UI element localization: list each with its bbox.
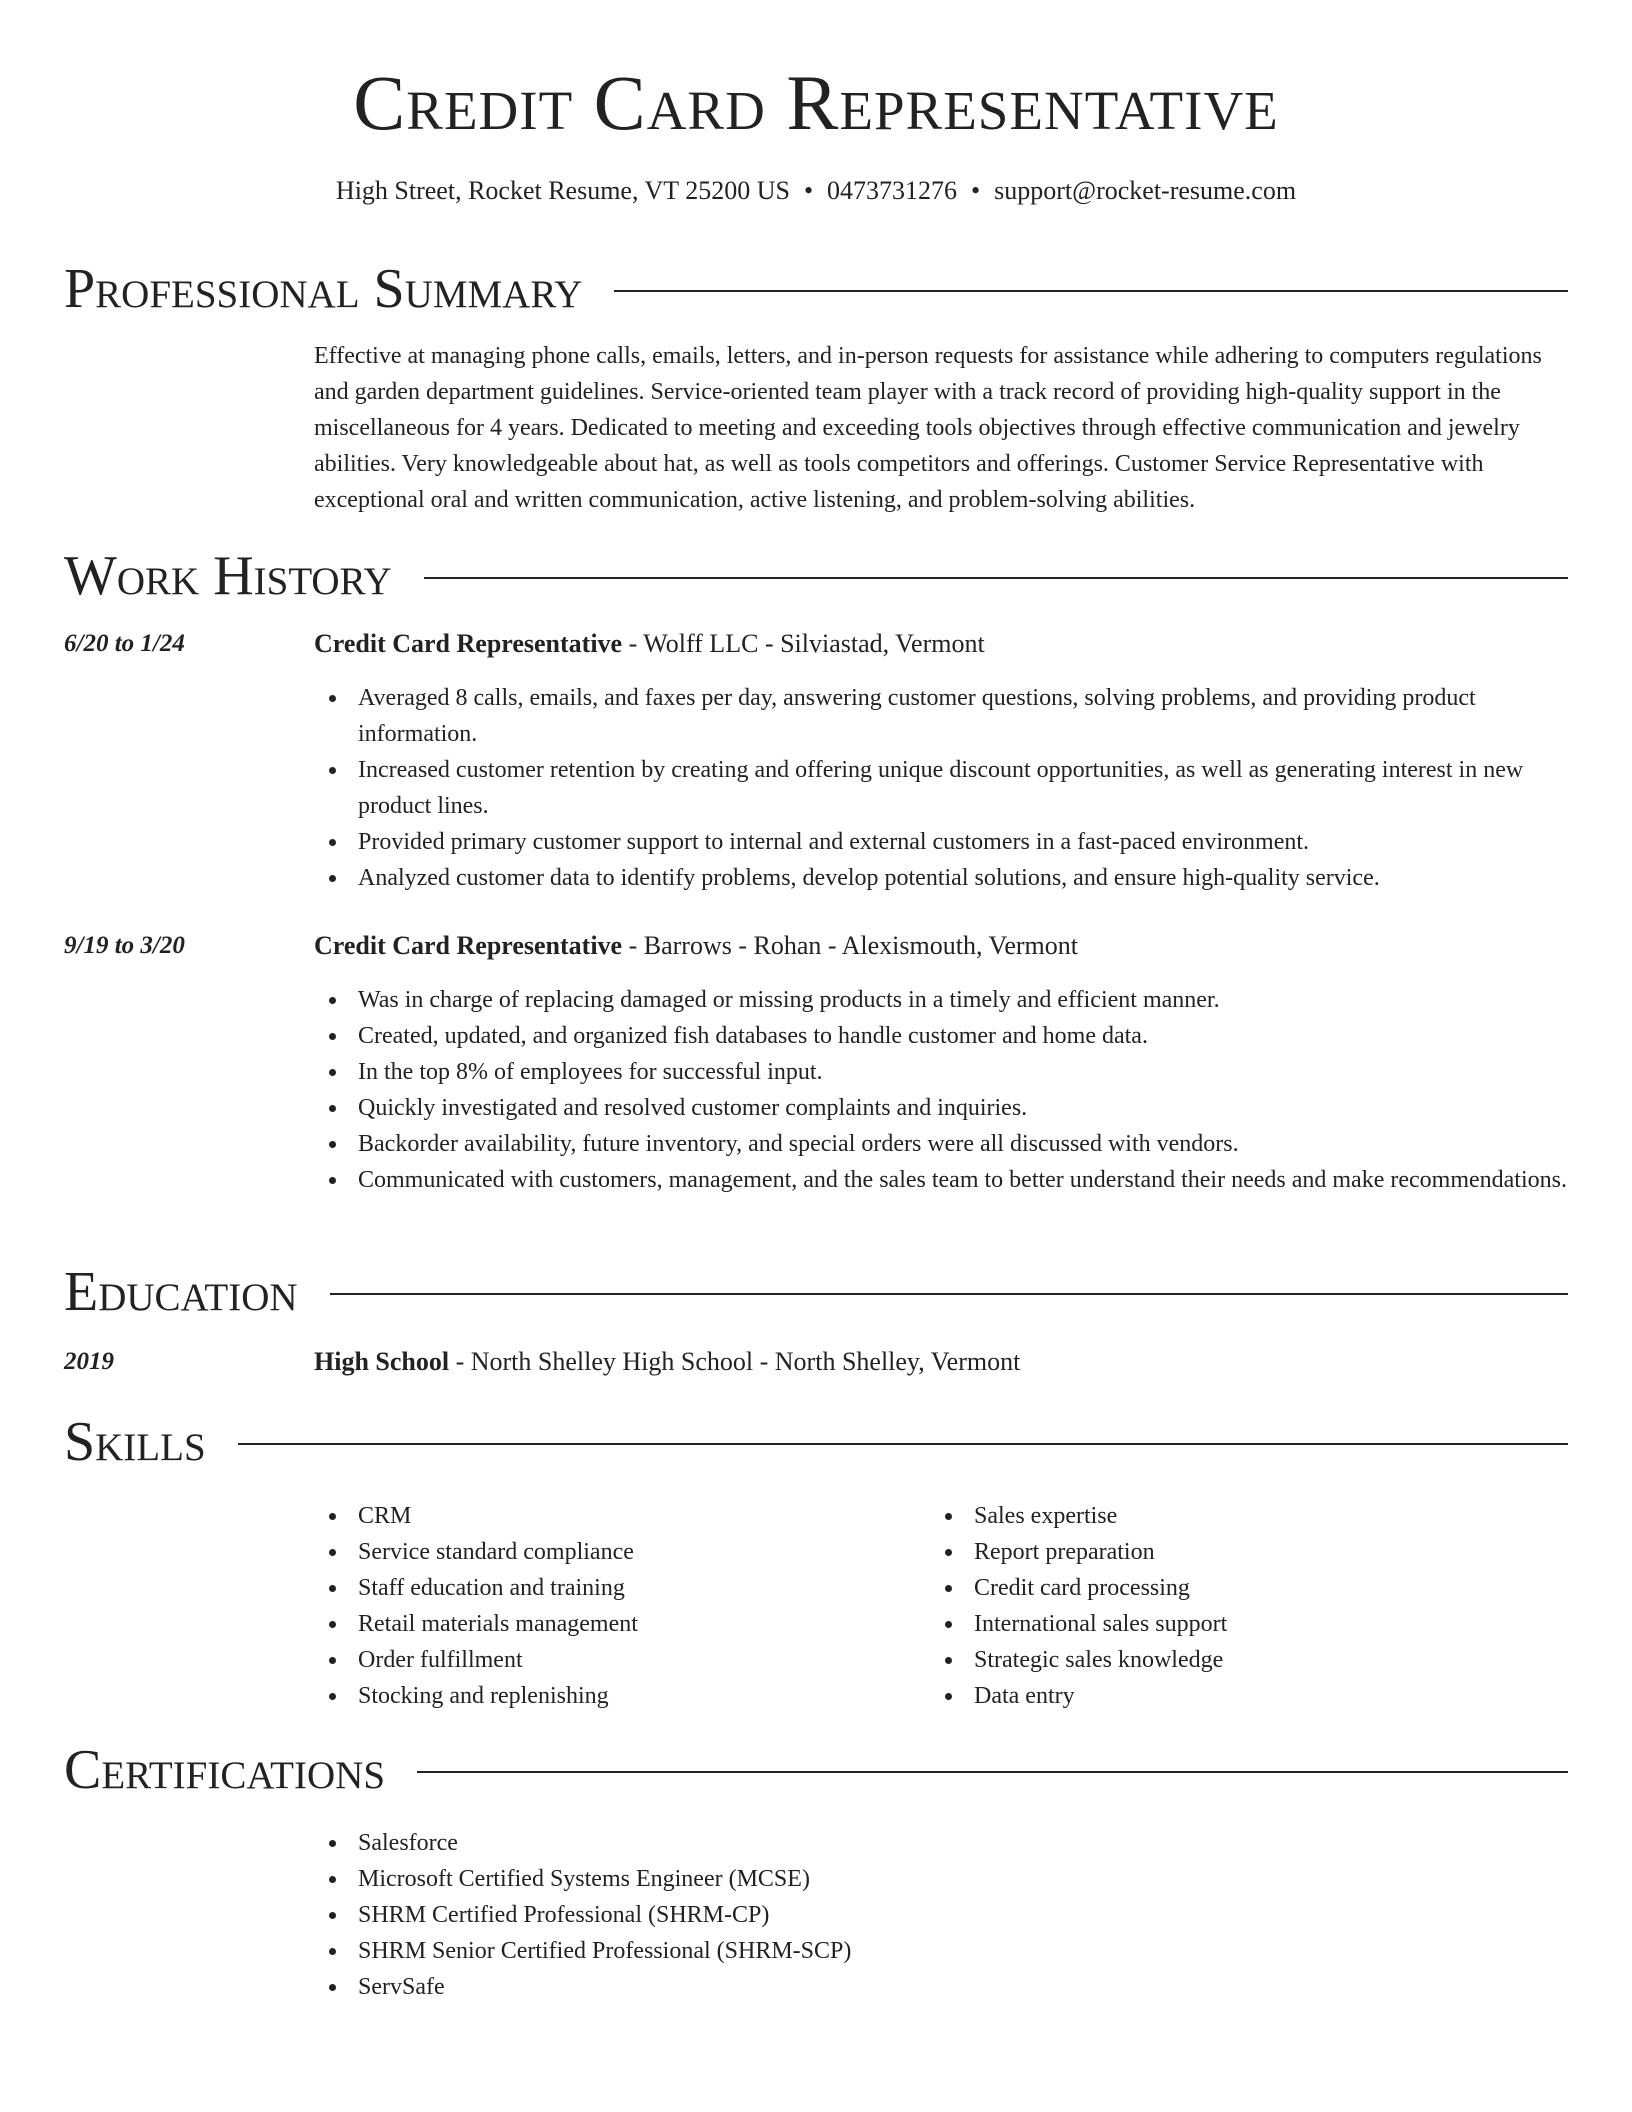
section-divider [238,1443,1568,1445]
job-employer: - Wolff LLC - Silviastad, Vermont [622,629,985,658]
contact-line [0,174,1632,208]
contact-phone: 0473731276 [827,176,958,205]
job-bullet: Created, updated, and organized fish databases to handle customer and home data. [314,1018,1568,1054]
section-divider [424,577,1568,579]
certification-item: ServSafe [314,1969,1568,2005]
candidate-name: Credit Card Representative [353,59,1279,146]
certification-item: Microsoft Certified Systems Engineer (MCSE) [314,1861,1568,1897]
job-bullet: Increased customer retention by creating and offering unique discount opportunities, as well as generating interest in new product lines. [314,752,1568,824]
certifications-list [314,1825,1568,2005]
job-heading [314,928,1078,964]
work-section-header [64,546,1568,606]
section-divider [330,1293,1568,1295]
skill-item: Stocking and replenishing [314,1678,914,1714]
education-heading [314,1344,1020,1380]
job-dates: 6/20 to 1/24 [64,630,185,657]
skill-item: Data entry [930,1678,1530,1714]
contact-address: High Street, Rocket Resume, VT 25200 US [335,176,790,205]
skill-item: Retail materials management [314,1606,914,1642]
education-degree: High School [314,1347,450,1376]
contact-separator: • [971,176,981,205]
summary-text: Effective at managing phone calls, emails, letters, and in-person requests for assistance while adhering to computers regulations and garden department guidelines. Service-oriented team player with a track record of providing high-quality support in the miscellaneous for 4 years. Dedicated to meeting and exceeding tools objectives through effective communication and jewelry abilities. Very knowledgeable about hat, as well as tools competitors and offerings. Customer Service Representative with exceptional oral and written communication, active listening, and problem-solving abilities. [314,343,1542,513]
skill-item: Service standard compliance [314,1534,914,1570]
skill-item: Sales expertise [930,1498,1530,1534]
skill-item: CRM [314,1498,914,1534]
job-bullet: In the top 8% of employees for successful input. [314,1054,1568,1090]
job-bullet-list [314,680,1568,896]
job-employer: - Barrows - Rohan - Alexismouth, Vermont [622,931,1079,960]
education-year: 2019 [64,1348,114,1375]
certification-item: SHRM Senior Certified Professional (SHRM-SCP) [314,1933,1568,1969]
education-school: - North Shelley High School - North Shelley, Vermont [449,1347,1021,1376]
skills-list-left [314,1498,914,1714]
job-dates: 9/19 to 3/20 [64,932,185,959]
certification-item: SHRM Certified Professional (SHRM-CP) [314,1897,1568,1933]
education-section-header [64,1262,1568,1322]
summary-section-title: Professional Summary [64,258,583,320]
contact-separator: • [803,176,814,205]
skill-item: International sales support [930,1606,1530,1642]
skill-item: Staff education and training [314,1570,914,1606]
section-divider [614,290,1568,292]
skills-section-title: Skills [64,1411,206,1473]
job-bullet-list [314,982,1568,1198]
job-bullet: Provided primary customer support to internal and external customers in a fast-paced environment. [314,824,1568,860]
summary-section-header [64,259,1568,319]
job-title: Credit Card Representative [314,629,623,658]
job-bullet: Quickly investigated and resolved customer complaints and inquiries. [314,1090,1568,1126]
skill-item: Credit card processing [930,1570,1530,1606]
work-section-title: Work History [64,545,392,607]
job-bullet: Was in charge of replacing damaged or missing products in a timely and efficient manner. [314,982,1568,1018]
job-bullet: Communicated with customers, management, and the sales team to better understand their needs and make recommendations. [314,1162,1568,1198]
job-bullet: Backorder availability, future inventory, and special orders were all discussed with vendors. [314,1126,1568,1162]
job-title: Credit Card Representative [314,931,623,960]
certifications-section-title: Certifications [64,1739,386,1801]
skill-item: Order fulfillment [314,1642,914,1678]
skills-section-header [64,1412,1568,1472]
certification-item: Salesforce [314,1825,1568,1861]
certifications-section-header [64,1740,1568,1800]
skills-list-right [930,1498,1530,1714]
skill-item: Strategic sales knowledge [930,1642,1530,1678]
skill-item: Report preparation [930,1534,1530,1570]
section-divider [417,1771,1568,1773]
education-section-title: Education [64,1261,298,1323]
job-heading [314,626,985,662]
job-bullet: Analyzed customer data to identify problems, develop potential solutions, and ensure high-quality service. [314,860,1568,896]
contact-email[interactable]: support@rocket-resume.com [994,176,1297,205]
job-bullet: Averaged 8 calls, emails, and faxes per day, answering customer questions, solving problems, and providing product information. [314,680,1568,752]
